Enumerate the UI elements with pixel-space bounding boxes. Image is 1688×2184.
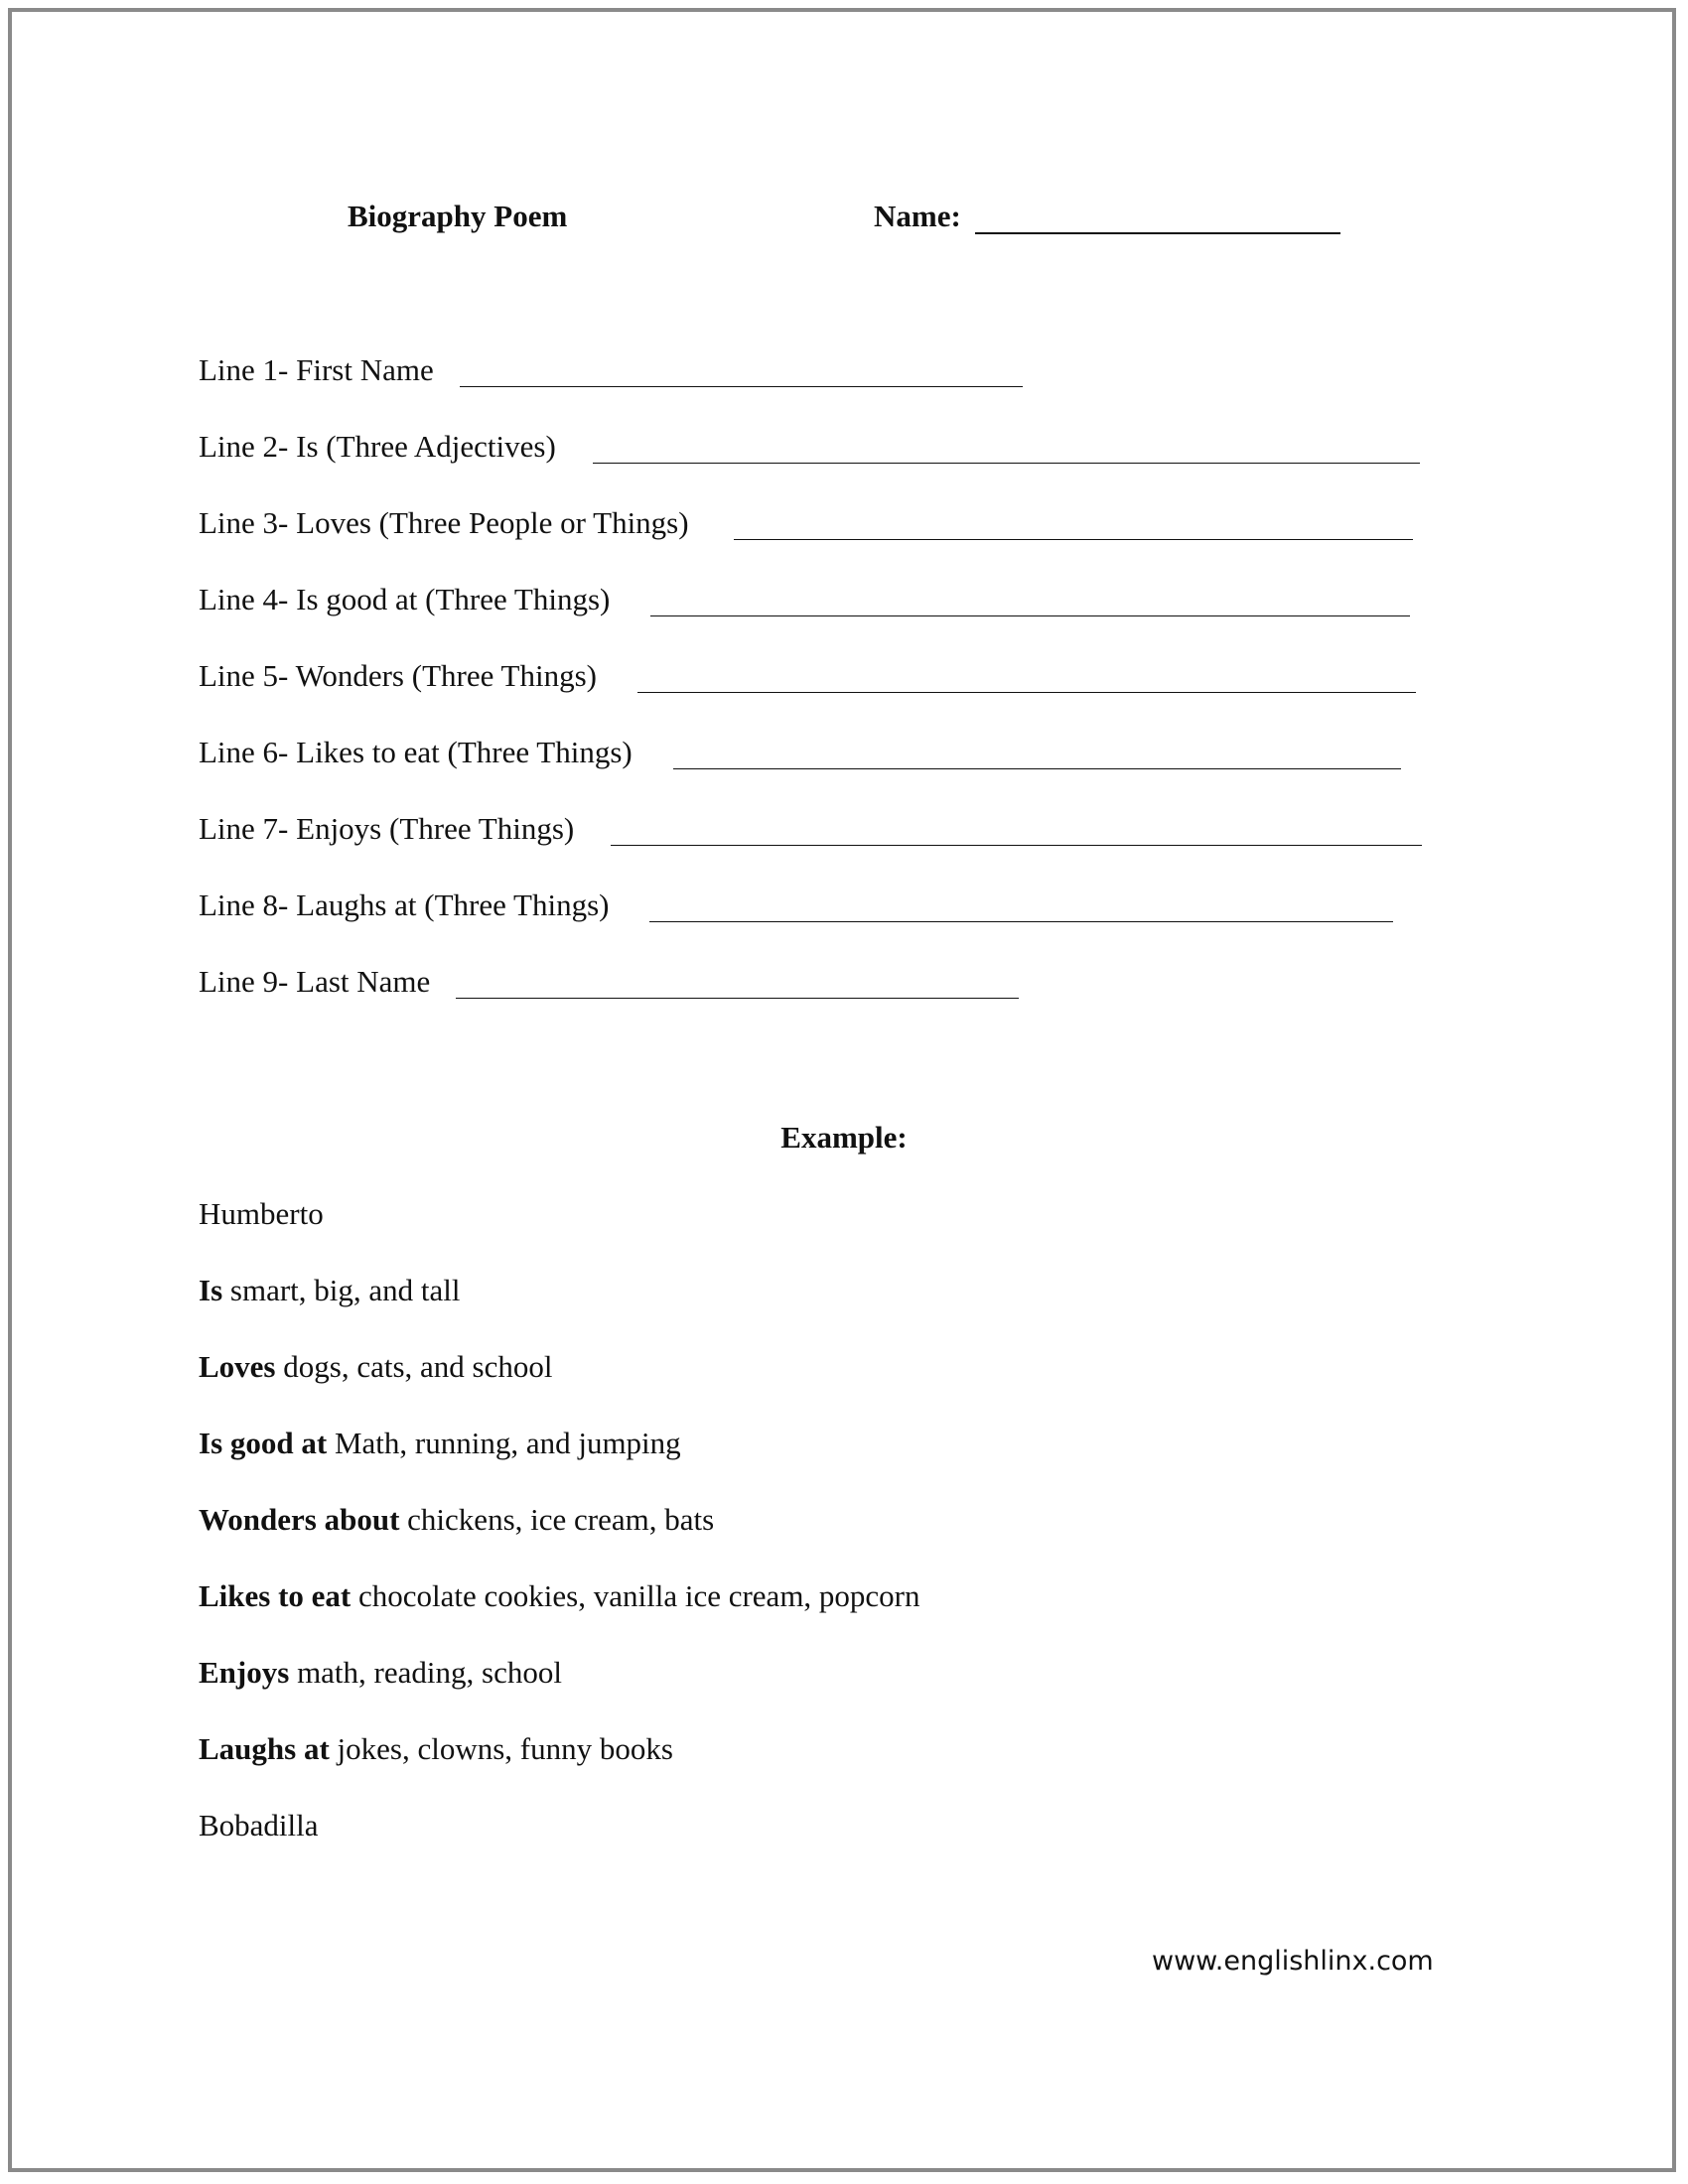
example-text: dogs, cats, and school [275,1349,553,1384]
worksheet-header [0,199,1688,242]
poem-line-5 [199,658,1489,735]
line-blank[interactable] [460,386,1023,387]
line-blank[interactable] [456,998,1019,999]
example-keyword: Is [199,1273,223,1307]
poem-line-4 [199,582,1489,658]
example-line-8 [199,1731,1489,1808]
line-blank[interactable] [649,921,1393,922]
poem-line-6 [199,735,1489,811]
line-label: Line 2- Is (Three Adjectives) [199,429,556,464]
example-text: chocolate cookies, vanilla ice cream, popcorn [351,1578,920,1613]
name-label: Name: [874,199,961,233]
example-line-1 [199,1196,1489,1273]
example-keyword: Enjoys [199,1655,290,1690]
line-label: Line 8- Laughs at (Three Things) [199,887,610,922]
example-keyword: Wonders about [199,1502,400,1537]
line-label: Line 7- Enjoys (Three Things) [199,811,575,846]
poem-line-1 [199,352,1489,429]
example-text: Humberto [199,1196,324,1231]
line-blank[interactable] [734,539,1413,540]
example-text: smart, big, and tall [222,1273,461,1307]
example-line-4 [199,1426,1489,1502]
poem-line-7 [199,811,1489,887]
example-keyword: Likes to eat [199,1578,352,1613]
line-label: Line 9- Last Name [199,964,431,999]
example-line-7 [199,1655,1489,1731]
example-text: Math, running, and jumping [327,1426,681,1460]
example-text: jokes, clowns, funny books [329,1731,673,1766]
line-blank[interactable] [650,615,1410,616]
example-poem [199,1196,1489,1884]
line-label: Line 1- First Name [199,352,434,387]
example-keyword: Loves [199,1349,276,1384]
name-blank[interactable] [975,232,1340,234]
poem-line-8 [199,887,1489,964]
example-line-9 [199,1808,1489,1884]
line-label: Line 5- Wonders (Three Things) [199,658,597,693]
example-keyword: Is good at [199,1426,328,1460]
poem-line-3 [199,505,1489,582]
poem-line-2 [199,429,1489,505]
example-keyword: Laughs at [199,1731,330,1766]
line-label: Line 3- Loves (Three People or Things) [199,505,689,540]
example-line-6 [199,1578,1489,1655]
line-blank[interactable] [593,463,1420,464]
example-line-5 [199,1502,1489,1578]
worksheet-title: Biography Poem [348,199,568,233]
example-heading: Example: [780,1120,908,1155]
example-text: math, reading, school [289,1655,562,1690]
line-label: Line 6- Likes to eat (Three Things) [199,735,633,769]
example-line-3 [199,1349,1489,1426]
line-label: Line 4- Is good at (Three Things) [199,582,611,616]
example-line-2 [199,1273,1489,1349]
poem-line-9 [199,964,1489,1040]
example-text: chickens, ice cream, bats [399,1502,715,1537]
site-url: www.englishlinx.com [1152,1946,1434,1977]
line-blank[interactable] [637,692,1416,693]
poem-lines [199,352,1489,1040]
line-blank[interactable] [673,768,1401,769]
line-blank[interactable] [611,845,1422,846]
example-text: Bobadilla [199,1808,319,1843]
